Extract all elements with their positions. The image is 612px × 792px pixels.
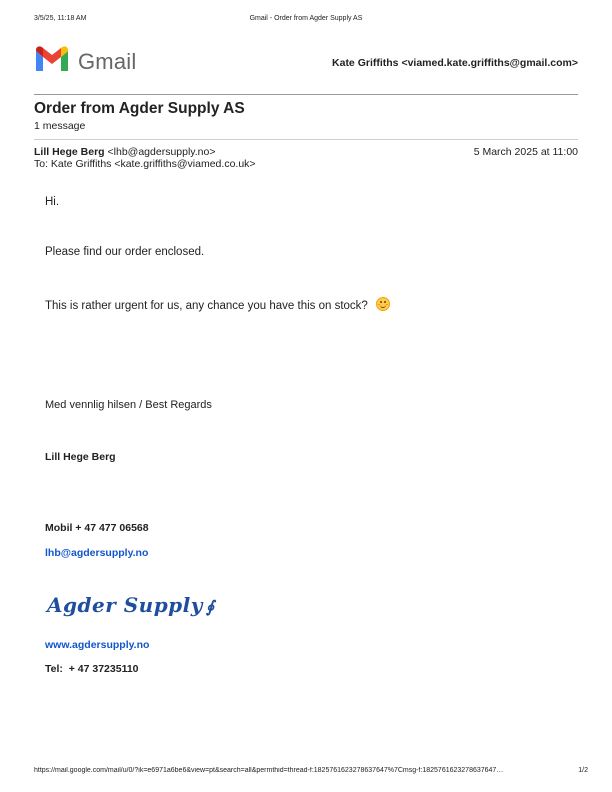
print-datetime: 3/5/25, 11:18 AM [34, 15, 87, 22]
sender-email: <lhb@agdersupply.no> [107, 146, 216, 158]
greeting: Hi. [45, 196, 60, 208]
body-line-urgent-text: This is rather urgent for us, any chance you have this on stock? [45, 300, 368, 312]
account-label: Kate Griffiths <viamed.kate.griffiths@gmail.com> [332, 57, 578, 69]
signature-tel: Tel: + 47 37235110 [45, 663, 139, 675]
signature-name: Lill Hege Berg [45, 451, 116, 463]
signature-email-link[interactable]: lhb@agdersupply.no [45, 547, 149, 559]
sender [34, 146, 216, 158]
gmail-logo-icon [34, 45, 70, 78]
message-date: 5 March 2025 at 11:00 [473, 146, 578, 158]
smiling-face-icon [376, 297, 390, 311]
print-title: Gmail - Order from Agder Supply AS [249, 15, 363, 22]
sender-name: Lill Hege Berg [34, 146, 105, 158]
signature-closing: Med vennlig hilsen / Best Regards [45, 399, 212, 411]
message-count: 1 message [34, 120, 86, 132]
header-divider [34, 94, 578, 95]
gmail-brand[interactable] [34, 45, 136, 78]
body-line-urgent [45, 297, 390, 312]
agder-supply-logo [47, 593, 215, 617]
page-number: 1/2 [578, 767, 588, 774]
body-line-order: Please find our order enclosed. [45, 246, 205, 258]
gmail-wordmark: Gmail [78, 48, 137, 74]
subject-divider [34, 139, 578, 140]
logo-mark-icon: ∮ [205, 597, 215, 616]
thread-subject: Order from Agder Supply AS [34, 100, 245, 117]
logo-text: Agder Supply [47, 593, 203, 617]
print-footer-url: https://mail.google.com/mail/u/0/?ik=e6971a6be6&view=pt&search=all&permthid=thread-f:1825761623278637647%7Cmsg-f:1825761623278637647… [34, 767, 504, 774]
signature-website-link[interactable]: www.agdersupply.no [45, 639, 150, 651]
recipient: To: Kate Griffiths <kate.griffiths@viamed.co.uk> [34, 158, 256, 170]
signature-mobile: Mobil + 47 477 06568 [45, 522, 149, 534]
